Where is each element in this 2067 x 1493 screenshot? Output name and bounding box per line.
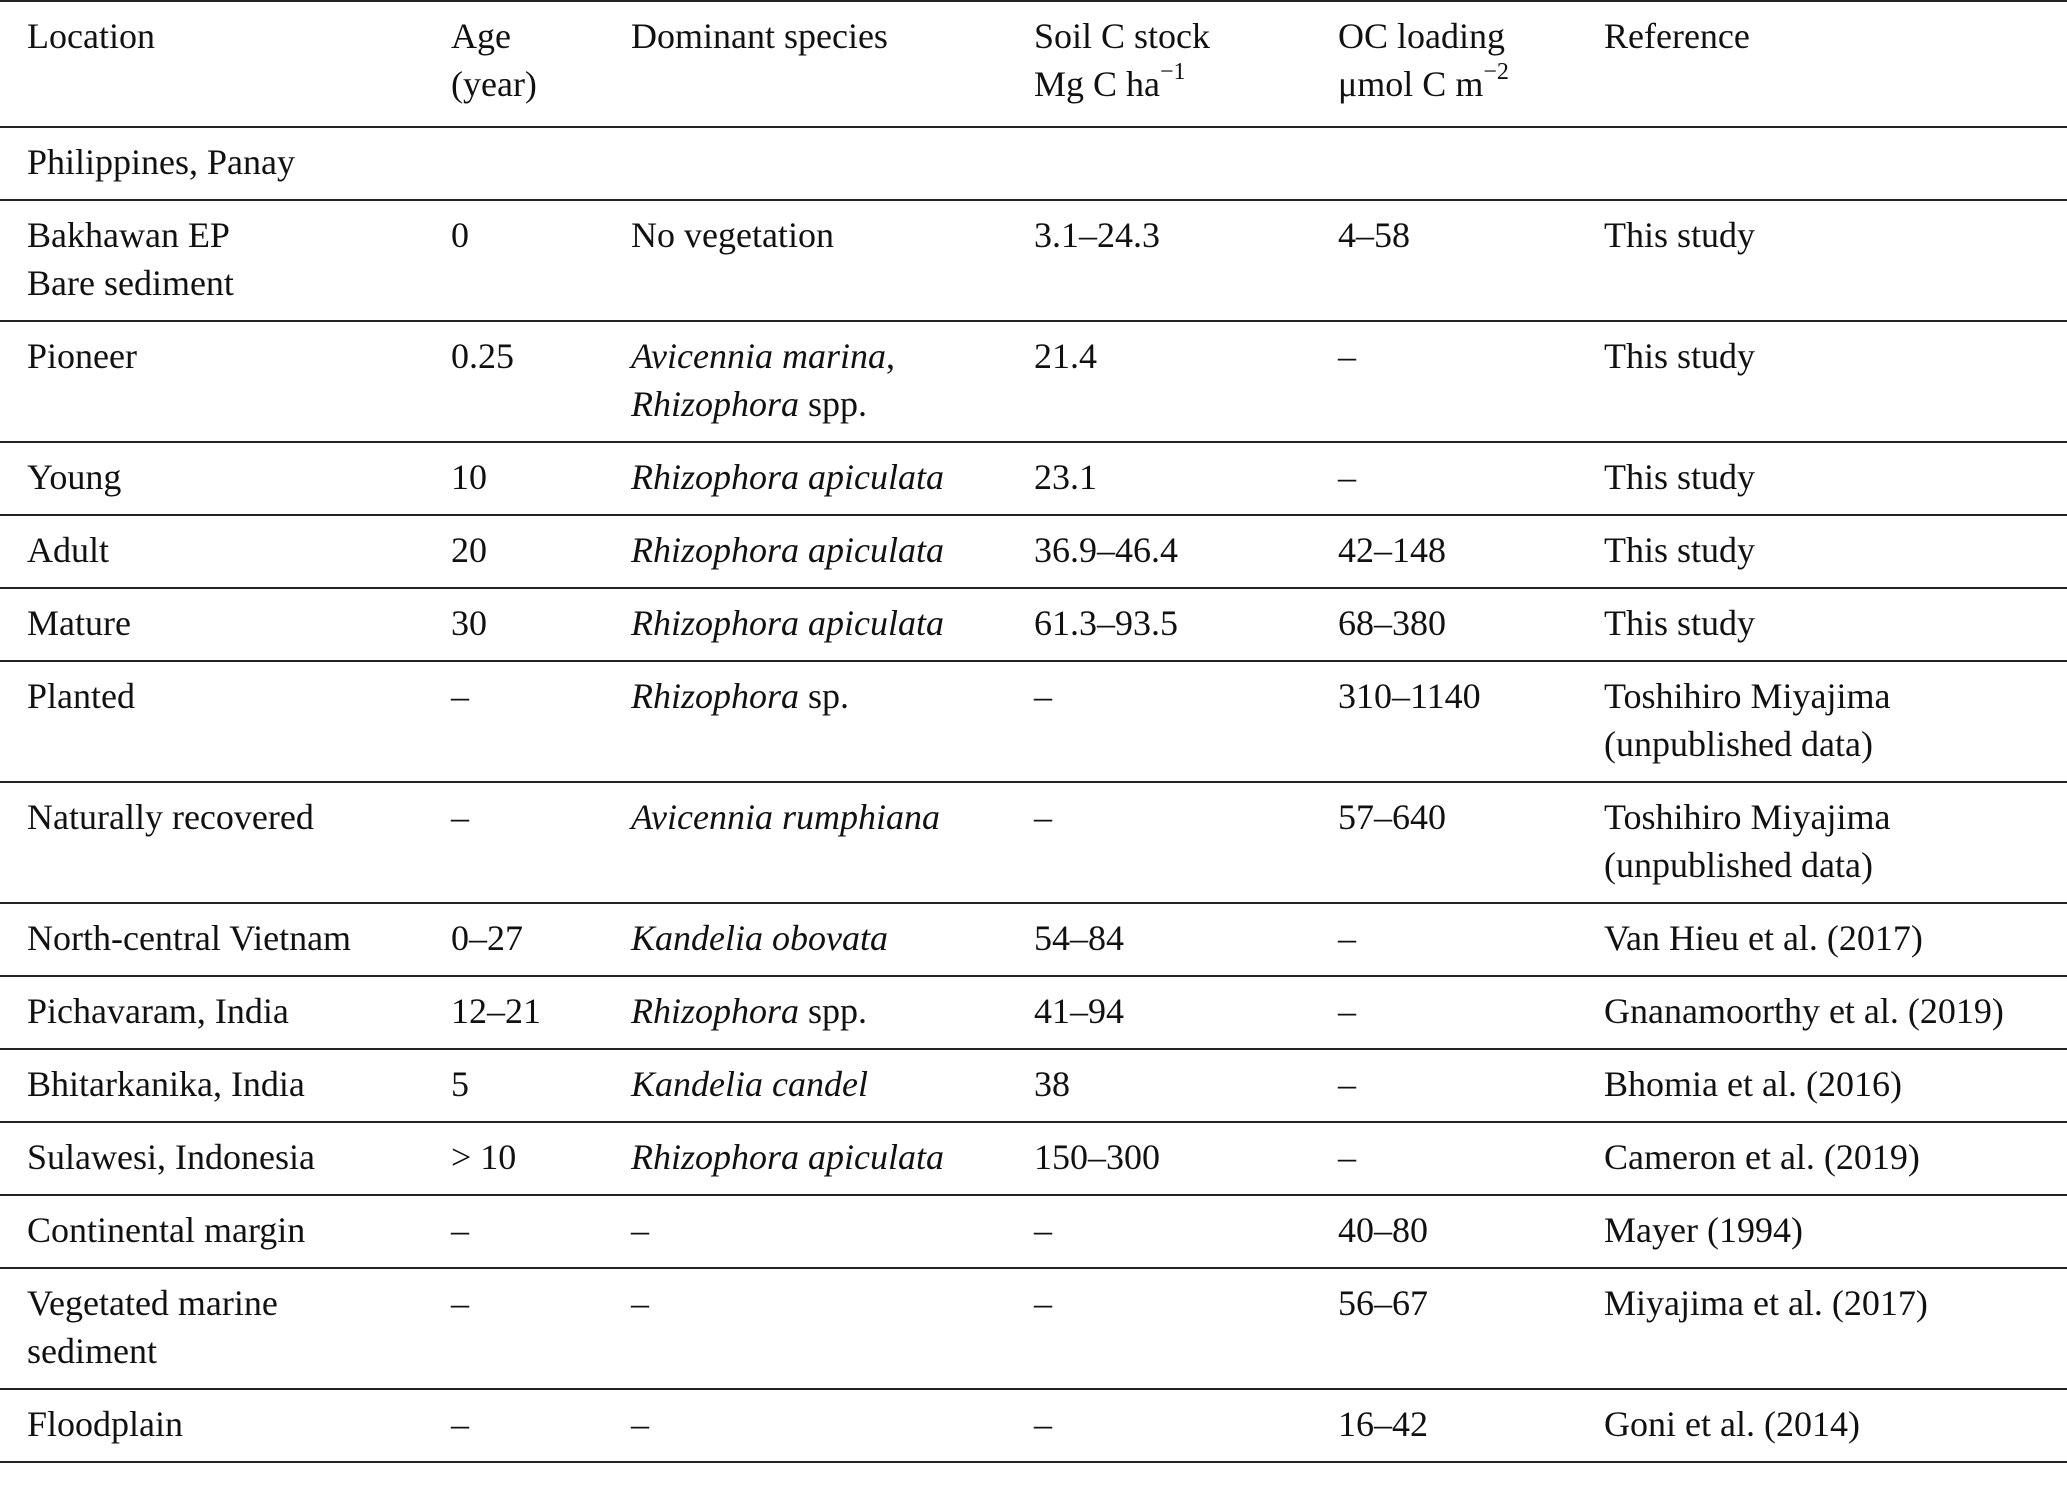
location-cell [0, 1389, 451, 1462]
table-row [0, 321, 2067, 442]
species-name: Avicennia rumphiana [631, 797, 940, 837]
soil-c-stock-cell: 54–84 [1034, 918, 1124, 958]
age-cell: 10 [451, 457, 487, 497]
age-cell: 0.25 [451, 336, 514, 376]
reference-line: This study [1604, 215, 1756, 255]
species-name: Rhizophora [631, 991, 800, 1031]
species-line [631, 793, 1034, 841]
location-line: Young [27, 457, 122, 497]
species-cell [631, 661, 1034, 782]
species-suffix: sp. [799, 676, 850, 716]
reference-line: This study [1604, 530, 1756, 570]
oc-loading-cell: 40–80 [1338, 1210, 1428, 1250]
species-line [631, 599, 1034, 647]
location-cell [0, 903, 451, 976]
age-cell: – [451, 1404, 469, 1444]
oc-loading-cell: 4–58 [1338, 215, 1410, 255]
age-cell: 5 [451, 1064, 469, 1104]
location-cell [0, 976, 451, 1049]
location-cell [0, 321, 451, 442]
age-cell: 12–21 [451, 991, 541, 1031]
oc-loading-cell: – [1338, 457, 1356, 497]
table-row [0, 200, 2067, 321]
header-row [0, 1, 2067, 127]
header-reference: Reference [1604, 16, 1750, 56]
reference-cell [1604, 1049, 2067, 1122]
age-cell: 0 [451, 215, 469, 255]
soil-c-stock-cell: 61.3–93.5 [1034, 603, 1178, 643]
header-oc-line1: OC loading [1338, 16, 1505, 56]
location-line: Bakhawan EP [27, 215, 230, 255]
reference-line: This study [1604, 457, 1756, 497]
species-suffix: spp. [799, 991, 868, 1031]
species-name: No vegetation [631, 215, 834, 255]
species-cell [631, 1049, 1034, 1122]
reference-line: Mayer (1994) [1604, 1210, 1803, 1250]
table-row [0, 588, 2067, 661]
reference-line: This study [1604, 603, 1756, 643]
table-row [0, 903, 2067, 976]
species-name: Kandelia candel [631, 1064, 868, 1104]
species-name: Rhizophora apiculata [631, 1137, 944, 1177]
location-cell [0, 515, 451, 588]
reference-cell [1604, 588, 2067, 661]
table-row [0, 1049, 2067, 1122]
species-cell [631, 976, 1034, 1049]
reference-line: Goni et al. (2014) [1604, 1404, 1860, 1444]
species-name: Rhizophora apiculata [631, 457, 944, 497]
oc-loading-cell: 42–148 [1338, 530, 1446, 570]
reference-cell [1604, 1389, 2067, 1462]
species-name: Rhizophora apiculata [631, 603, 944, 643]
species-line [631, 332, 1034, 380]
soil-c-stock-cell: – [1034, 1210, 1052, 1250]
reference-cell [1604, 200, 2067, 321]
soil-c-stock-cell: 23.1 [1034, 457, 1097, 497]
location-cell [0, 588, 451, 661]
location-line: Naturally recovered [27, 797, 314, 837]
oc-loading-cell: 16–42 [1338, 1404, 1428, 1444]
species-line [631, 453, 1034, 501]
reference-cell [1604, 1195, 2067, 1268]
location-line: Bare sediment [27, 263, 234, 303]
species-cell [631, 588, 1034, 661]
header-location: Location [27, 16, 155, 56]
location-cell [0, 442, 451, 515]
oc-loading-cell: 68–380 [1338, 603, 1446, 643]
reference-cell [1604, 321, 2067, 442]
species-cell [631, 903, 1034, 976]
header-soil-line1: Soil C stock [1034, 16, 1211, 56]
age-cell: 30 [451, 603, 487, 643]
header-species: Dominant species [631, 16, 888, 56]
soil-c-stock-cell: – [1034, 1283, 1052, 1323]
species-line [631, 526, 1034, 574]
table-row [0, 782, 2067, 903]
header-soil-exponent: −1 [1160, 59, 1186, 85]
reference-cell [1604, 903, 2067, 976]
table-row [0, 1195, 2067, 1268]
location-line: Continental margin [27, 1210, 306, 1250]
oc-loading-cell: – [1338, 1064, 1356, 1104]
age-cell: – [451, 797, 469, 837]
reference-cell [1604, 1268, 2067, 1389]
location-cell [0, 1122, 451, 1195]
species-line [631, 914, 1034, 962]
group-label: Philippines, Panay [27, 142, 295, 182]
reference-line: Gnanamoorthy et al. (2019) [1604, 991, 2004, 1031]
header-oc-exponent: −2 [1483, 59, 1509, 85]
header-oc-line2 [1338, 60, 1604, 108]
location-line: Mature [27, 603, 131, 643]
age-cell: 0–27 [451, 918, 523, 958]
age-cell: – [451, 1283, 469, 1323]
species-cell [631, 1195, 1034, 1268]
species-line [631, 211, 1034, 259]
location-line: sediment [27, 1331, 157, 1371]
reference-line: Toshihiro Miyajima [1604, 676, 1891, 716]
species-name: Kandelia obovata [631, 918, 888, 958]
table-body [0, 127, 2067, 1462]
table-row [0, 976, 2067, 1049]
oc-loading-cell: 57–640 [1338, 797, 1446, 837]
location-line: Sulawesi, Indonesia [27, 1137, 315, 1177]
soil-c-stock-cell: – [1034, 797, 1052, 837]
species-line [631, 1279, 1034, 1327]
table-row [0, 661, 2067, 782]
species-line [631, 1133, 1034, 1181]
reference-cell [1604, 782, 2067, 903]
oc-loading-cell: – [1338, 918, 1356, 958]
oc-loading-cell: – [1338, 1137, 1356, 1177]
header-oc-unit: μmol C m [1338, 64, 1484, 104]
species-cell [631, 782, 1034, 903]
species-cell [631, 200, 1034, 321]
reference-cell [1604, 515, 2067, 588]
location-line: Bhitarkanika, India [27, 1064, 305, 1104]
species-suffix: , [885, 336, 895, 376]
age-cell: – [451, 676, 469, 716]
age-cell: – [451, 1210, 469, 1250]
header-age [451, 1, 631, 127]
location-line: Vegetated marine [27, 1283, 278, 1323]
location-cell [0, 1049, 451, 1122]
location-line: Adult [27, 530, 110, 570]
species-cell [631, 442, 1034, 515]
reference-cell [1604, 1122, 2067, 1195]
location-line: Pioneer [27, 336, 137, 376]
soil-c-stock-cell: 3.1–24.3 [1034, 215, 1160, 255]
reference-cell [1604, 661, 2067, 782]
species-name: Rhizophora [631, 676, 800, 716]
age-cell: > 10 [451, 1137, 517, 1177]
species-line [631, 1400, 1034, 1448]
soil-c-stock-cell: – [1034, 676, 1052, 716]
soil-c-stock-cell: – [1034, 1404, 1052, 1444]
table-row [0, 442, 2067, 515]
species-name: Avicennia marina [631, 336, 886, 376]
soil-c-stock-cell: 150–300 [1034, 1137, 1160, 1177]
header-age-line1: Age [451, 16, 511, 56]
reference-line: Miyajima et al. (2017) [1604, 1283, 1928, 1323]
species-name: Rhizophora apiculata [631, 530, 944, 570]
reference-line: Van Hieu et al. (2017) [1604, 918, 1923, 958]
species-cell [631, 1268, 1034, 1389]
location-cell [0, 200, 451, 321]
location-cell [0, 1268, 451, 1389]
species-cell [631, 321, 1034, 442]
species-suffix: spp. [799, 384, 868, 424]
header-oc-loading [1338, 1, 1604, 127]
header-soil-c-stock [1034, 1, 1338, 127]
oc-loading-cell: 56–67 [1338, 1283, 1428, 1323]
table-row [0, 1268, 2067, 1389]
reference-line: (unpublished data) [1604, 845, 1873, 885]
soil-c-stock-cell: 41–94 [1034, 991, 1124, 1031]
oc-loading-cell: – [1338, 991, 1356, 1031]
location-cell [0, 782, 451, 903]
location-line: Pichavaram, India [27, 991, 289, 1031]
table-row [0, 1389, 2067, 1462]
species-name: – [631, 1404, 649, 1444]
table-row [0, 515, 2067, 588]
species-line [631, 1060, 1034, 1108]
soil-c-stock-cell: 21.4 [1034, 336, 1097, 376]
table-row [0, 1122, 2067, 1195]
header-soil-unit: Mg C ha [1034, 64, 1160, 104]
location-cell [0, 661, 451, 782]
reference-line: Bhomia et al. (2016) [1604, 1064, 1902, 1104]
age-cell: 20 [451, 530, 487, 570]
species-name: – [631, 1210, 649, 1250]
location-cell [0, 1195, 451, 1268]
species-cell [631, 1122, 1034, 1195]
species-line [631, 672, 1034, 720]
reference-line: Toshihiro Miyajima [1604, 797, 1891, 837]
reference-line: (unpublished data) [1604, 724, 1873, 764]
species-name: Rhizophora [631, 384, 800, 424]
species-name: – [631, 1283, 649, 1323]
species-cell [631, 1389, 1034, 1462]
header-age-line2: (year) [451, 64, 537, 104]
species-cell [631, 515, 1034, 588]
location-line: Floodplain [27, 1404, 184, 1444]
reference-cell [1604, 976, 2067, 1049]
location-line: North-central Vietnam [27, 918, 352, 958]
reference-line: Cameron et al. (2019) [1604, 1137, 1920, 1177]
oc-loading-cell: – [1338, 336, 1356, 376]
soil-c-stock-cell: 38 [1034, 1064, 1070, 1104]
reference-cell [1604, 442, 2067, 515]
group-row [0, 127, 2067, 200]
soil-c-stock-cell: 36.9–46.4 [1034, 530, 1178, 570]
location-line: Planted [27, 676, 135, 716]
oc-loading-cell: 310–1140 [1338, 676, 1481, 716]
species-line [631, 1206, 1034, 1254]
species-line [631, 380, 1034, 428]
header-soil-line2 [1034, 60, 1338, 108]
species-line [631, 987, 1034, 1035]
reference-line: This study [1604, 336, 1756, 376]
